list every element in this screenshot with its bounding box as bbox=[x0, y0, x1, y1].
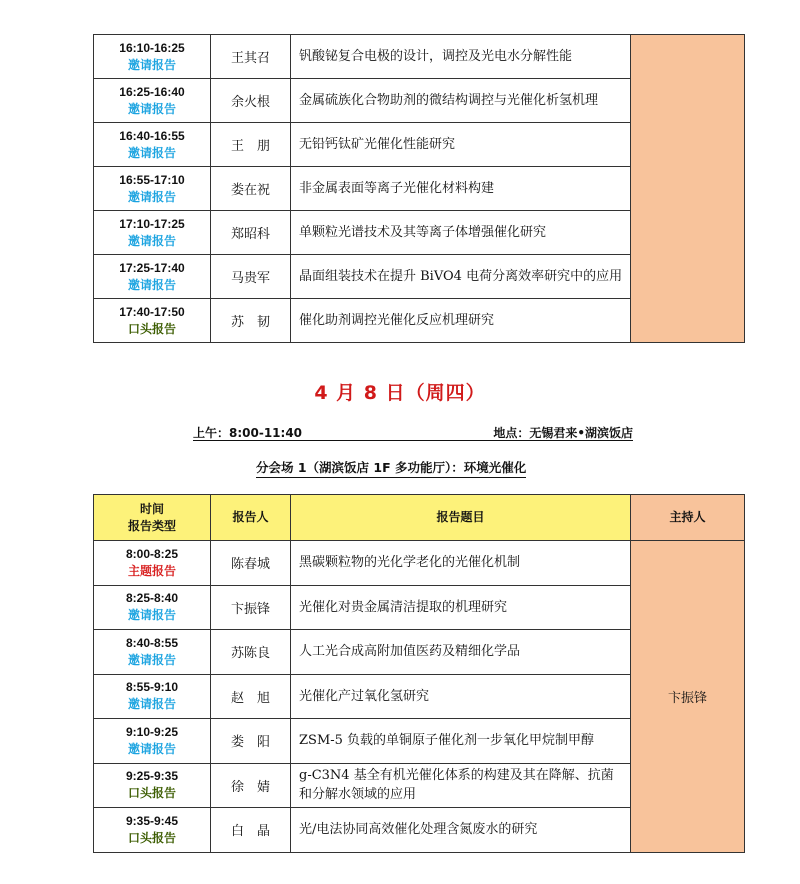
time-type-cell bbox=[94, 211, 211, 255]
report-topic: ZSM-5 负载的单铜原子催化剂一步氧化甲烷制甲醇 bbox=[291, 719, 631, 764]
header-speaker: 报告人 bbox=[211, 495, 291, 541]
time-type-cell bbox=[94, 123, 211, 167]
time-slot: 17:10-17:25 bbox=[119, 216, 185, 231]
time-slot: 9:35-9:45 bbox=[125, 813, 179, 828]
time-slot: 9:10-9:25 bbox=[125, 724, 179, 739]
time-slot: 16:40-16:55 bbox=[119, 128, 185, 143]
host-cell bbox=[631, 35, 745, 343]
report-type: 邀请报告 bbox=[127, 101, 176, 116]
speaker-name: 卞振锋 bbox=[211, 585, 291, 630]
time-slot: 16:55-17:10 bbox=[119, 172, 185, 187]
session-title: 分会场 1（湖滨饭店 1F 多功能厅）：环境光催化 bbox=[256, 458, 526, 478]
day-title: 4 月 8 日（周四） bbox=[314, 382, 486, 404]
speaker-name: 郑昭科 bbox=[211, 211, 291, 255]
header-time-type bbox=[94, 495, 211, 541]
time-type-cell bbox=[94, 35, 211, 79]
report-type: 口头报告 bbox=[127, 786, 176, 801]
speaker-name: 白 晶 bbox=[211, 808, 291, 853]
time-type-cell bbox=[94, 167, 211, 211]
table-row bbox=[94, 35, 745, 79]
time-type-cell bbox=[94, 763, 211, 808]
report-type: 邀请报告 bbox=[127, 145, 176, 160]
morning-time: 上午：8:00-11:40 bbox=[193, 426, 303, 440]
table-header-row bbox=[94, 495, 745, 541]
report-type: 口头报告 bbox=[127, 321, 176, 336]
speaker-name: 苏 韧 bbox=[211, 299, 291, 343]
report-type: 邀请报告 bbox=[127, 697, 176, 712]
report-topic: 晶面组装技术在提升 BiVO4 电荷分离效率研究中的应用 bbox=[291, 255, 631, 299]
speaker-name: 娄在祝 bbox=[211, 167, 291, 211]
report-type: 主题报告 bbox=[127, 563, 176, 578]
table-row bbox=[94, 541, 745, 586]
report-type: 邀请报告 bbox=[127, 741, 176, 756]
host-cell: 卞振锋 bbox=[631, 541, 745, 853]
report-topic: 黑碳颗粒物的光化学老化的光催化机制 bbox=[291, 541, 631, 586]
time-type-cell bbox=[94, 630, 211, 675]
speaker-name: 马贵军 bbox=[211, 255, 291, 299]
time-type-cell bbox=[94, 299, 211, 343]
report-topic: 金属硫族化合物助剂的微结构调控与光催化析氢机理 bbox=[291, 79, 631, 123]
schedule-table-morning bbox=[93, 494, 745, 853]
speaker-name: 徐 婧 bbox=[211, 763, 291, 808]
header-time: 时间 bbox=[139, 501, 164, 516]
speaker-name: 王 朋 bbox=[211, 123, 291, 167]
header-type: 报告类型 bbox=[127, 518, 176, 533]
time-type-cell bbox=[94, 541, 211, 586]
time-slot: 8:55-9:10 bbox=[125, 680, 179, 695]
report-type: 邀请报告 bbox=[127, 652, 176, 667]
header-host: 主持人 bbox=[631, 495, 745, 541]
report-type: 邀请报告 bbox=[127, 189, 176, 204]
time-slot: 8:40-8:55 bbox=[125, 635, 179, 650]
time-type-cell bbox=[94, 79, 211, 123]
speaker-name: 娄 阳 bbox=[211, 719, 291, 764]
speaker-name: 余火根 bbox=[211, 79, 291, 123]
report-topic: 无铅钙钛矿光催化性能研究 bbox=[291, 123, 631, 167]
report-topic: 光催化对贵金属清洁提取的机理研究 bbox=[291, 585, 631, 630]
speaker-name: 王其召 bbox=[211, 35, 291, 79]
report-topic: 光/电法协同高效催化处理含氮废水的研究 bbox=[291, 808, 631, 853]
time-slot: 8:25-8:40 bbox=[125, 591, 179, 606]
day-info-line bbox=[193, 424, 633, 441]
speaker-name: 赵 旭 bbox=[211, 674, 291, 719]
schedule-table-afternoon bbox=[93, 34, 745, 343]
report-type: 邀请报告 bbox=[127, 57, 176, 72]
report-type: 口头报告 bbox=[127, 830, 176, 845]
report-topic: 人工光合成高附加值医药及精细化学品 bbox=[291, 630, 631, 675]
report-type: 邀请报告 bbox=[127, 277, 176, 292]
time-slot: 16:25-16:40 bbox=[119, 84, 185, 99]
report-topic: 光催化产过氧化氢研究 bbox=[291, 674, 631, 719]
time-type-cell bbox=[94, 255, 211, 299]
time-slot: 8:00-8:25 bbox=[125, 546, 179, 561]
time-slot: 17:40-17:50 bbox=[119, 304, 185, 319]
time-slot: 9:25-9:35 bbox=[125, 769, 179, 784]
header-topic: 报告题目 bbox=[291, 495, 631, 541]
report-type: 邀请报告 bbox=[127, 233, 176, 248]
speaker-name: 苏陈良 bbox=[211, 630, 291, 675]
time-type-cell bbox=[94, 719, 211, 764]
report-topic: 催化助剂调控光催化反应机理研究 bbox=[291, 299, 631, 343]
time-slot: 17:25-17:40 bbox=[119, 260, 185, 275]
time-slot: 16:10-16:25 bbox=[119, 40, 185, 55]
time-type-cell bbox=[94, 674, 211, 719]
time-type-cell bbox=[94, 808, 211, 853]
report-topic: 钒酸铋复合电极的设计，调控及光电水分解性能 bbox=[291, 35, 631, 79]
speaker-name: 陈春城 bbox=[211, 541, 291, 586]
venue-location: 地点：无锡君来•湖滨饭店 bbox=[493, 426, 633, 440]
report-topic: 非金属表面等离子光催化材料构建 bbox=[291, 167, 631, 211]
report-topic: 单颗粒光谱技术及其等离子体增强催化研究 bbox=[291, 211, 631, 255]
report-topic: g-C3N4 基全有机光催化体系的构建及其在降解、抗菌和分解水领域的应用 bbox=[291, 763, 631, 808]
time-type-cell bbox=[94, 585, 211, 630]
report-type: 邀请报告 bbox=[127, 608, 176, 623]
